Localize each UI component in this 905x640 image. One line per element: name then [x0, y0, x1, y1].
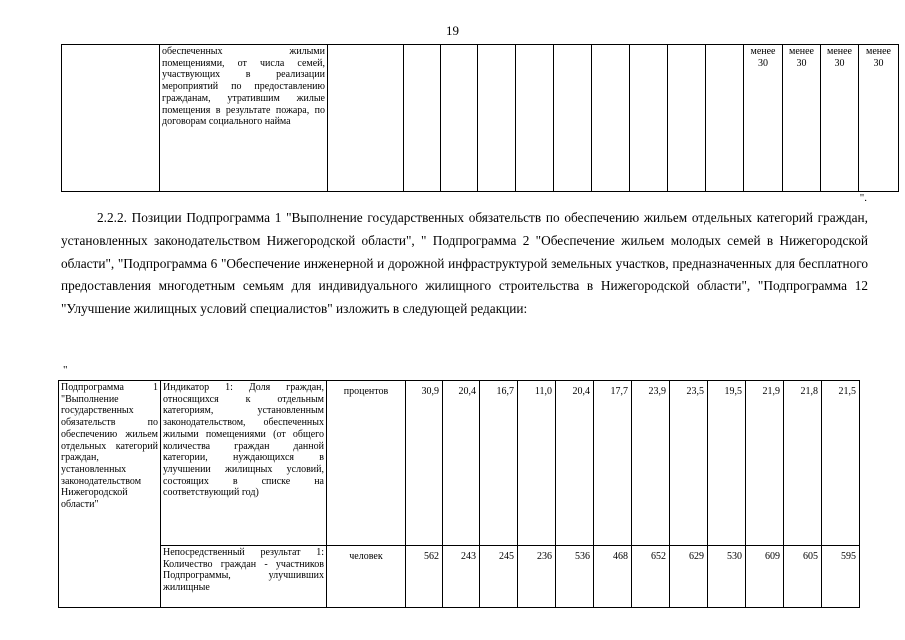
- value-cell: 468: [594, 546, 632, 608]
- opening-quote: ": [63, 364, 68, 376]
- value-cell: 20,4: [443, 381, 480, 546]
- table-row: [62, 45, 899, 192]
- value-cell: 23,5: [670, 381, 708, 546]
- unit-cell: процентов: [327, 381, 406, 546]
- value-cell: менее 30: [744, 45, 783, 192]
- value-cell: 236: [518, 546, 556, 608]
- value-cell: 562: [406, 546, 443, 608]
- value-cell: 21,9: [746, 381, 784, 546]
- value-cell: 21,8: [784, 381, 822, 546]
- value-cell: менее 30: [859, 45, 899, 192]
- value-cell: менее 30: [783, 45, 821, 192]
- value-cell: [592, 45, 630, 192]
- value-cell: [668, 45, 706, 192]
- indicator-cell: обеспеченных жилыми помещениями, от числа семей, участвующих в реализации мероприятий по предоставлению гражданам, утратившим жилые помещения в результате пожара, по договорам социального найма: [160, 45, 328, 192]
- table-row: [59, 546, 901, 608]
- indicator-cell: Непосредственный результат 1: Количество граждан - участников Подпрограммы, улучшивших жилищные: [161, 546, 327, 608]
- program-cell: Подпрограмма 1 "Выполнение государственных обязательств по обеспечению жильем отдельных категорий граждан, установленных законодательством Нижегородской области": [59, 381, 161, 608]
- indicator-cell: Индикатор 1: Доля граждан, относящихся к отдельным категориям, установленным законодательством, обеспеченных жилыми помещениями (от общего количества граждан данной категории, нуждающихся в улучшении жилищных условий, состоящих в списке на соответствующий год): [161, 381, 327, 546]
- value-cell: 19,5: [708, 381, 746, 546]
- table-row: [59, 381, 901, 546]
- value-cell: 23,9: [632, 381, 670, 546]
- unit-cell: человек: [327, 546, 406, 608]
- value-cell: 17,7: [594, 381, 632, 546]
- value-cell: 30,9: [406, 381, 443, 546]
- value-cell: [404, 45, 441, 192]
- value-cell: [554, 45, 592, 192]
- value-cell: [441, 45, 478, 192]
- unit-cell: [328, 45, 404, 192]
- program-cell: [62, 45, 160, 192]
- value-cell: 536: [556, 546, 594, 608]
- value-cell: 11,0: [518, 381, 556, 546]
- value-cell: 530: [708, 546, 746, 608]
- amendment-paragraph: 2.2.2. Позиции Подпрограмма 1 "Выполнение государственных обязательств по обеспечению жильем отдельных категорий граждан, установленных законодательством Нижегородской области", " Подпрограмма 2 "Обеспечение жильем молодых семей в Нижегородской области", "Подпрограмма 6 "Обеспечение инженерной и дорожной инфраструктурой земельных участков, предназначенных для бесплатного предоставления многодетным семьям для индивидуального жилищного строительства в Нижегородской области", "Подпрограмма 12 "Улучшение жилищных условий специалистов" изложить в следующей редакции:: [61, 210, 868, 317]
- value-cell: [516, 45, 554, 192]
- value-cell: 652: [632, 546, 670, 608]
- page-number: 19: [446, 23, 459, 38]
- value-cell: менее 30: [821, 45, 859, 192]
- value-cell: 245: [480, 546, 518, 608]
- value-cell: 20,4: [556, 381, 594, 546]
- value-cell: 595: [822, 546, 860, 608]
- value-cell: 243: [443, 546, 480, 608]
- value-cell: [706, 45, 744, 192]
- value-cell: [478, 45, 516, 192]
- value-cell: 605: [784, 546, 822, 608]
- bottom-table: [58, 380, 901, 608]
- value-cell: 21,5: [822, 381, 860, 546]
- closing-quote: ".: [859, 192, 867, 204]
- value-cell: 16,7: [480, 381, 518, 546]
- value-cell: 629: [670, 546, 708, 608]
- value-cell: [630, 45, 668, 192]
- top-table: [61, 44, 899, 192]
- value-cell: 609: [746, 546, 784, 608]
